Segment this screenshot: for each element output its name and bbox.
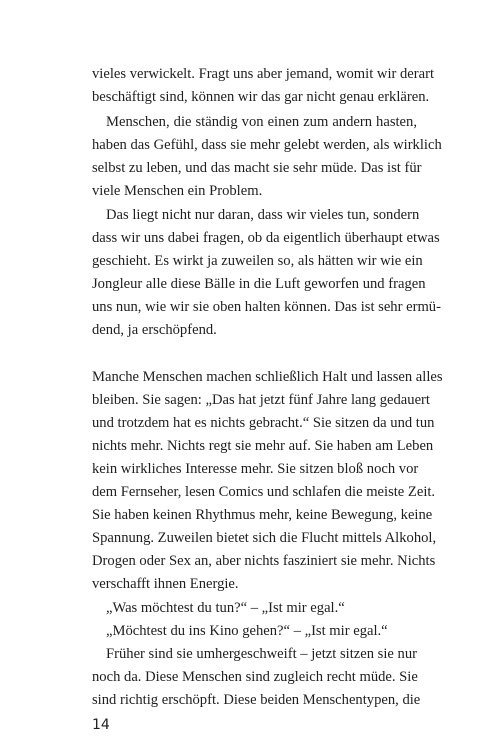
text-line: dem Fernseher, lesen Comics und schlafen die meiste Zeit. — [92, 484, 436, 500]
text-line: geschieht. Es wirkt ja zuweilen so, als hätten wir wie ein — [92, 253, 423, 269]
text-line: bleiben. Sie sagen: „Das hat jetzt fünf Jahre lang gedauert — [92, 392, 430, 408]
text-line: dass wir uns dabei fragen, ob da eigentlich überhaupt etwas — [92, 230, 440, 246]
text-line: Menschen, die ständig von einen zum andern hasten, — [106, 114, 417, 130]
text-line: beschäftigt sind, können wir das gar nicht genau erklären. — [92, 89, 430, 105]
text-line: Früher sind sie umhergeschweift – jetzt sitzen sie nur — [106, 646, 417, 662]
text-line: Jongleur alle diese Bälle in die Luft geworfen und fragen — [92, 276, 426, 292]
page-number: 14 — [92, 717, 110, 733]
text-line: haben das Gefühl, dass sie mehr gelebt werden, als wirklich — [92, 137, 442, 153]
text-line: sind richtig erschöpft. Diese beiden Menschentypen, die — [92, 692, 421, 708]
text-line: Manche Menschen machen schließlich Halt und lassen alles — [92, 369, 443, 385]
text-line: und trotzdem hat es nichts gebracht.“ Sie sitzen da und tun — [92, 415, 435, 431]
text-line: noch da. Diese Menschen sind zugleich recht müde. Sie — [92, 669, 418, 685]
text-line: dend, ja erschöpfend. — [92, 322, 217, 338]
text-line: viele Menschen ein Problem. — [92, 183, 263, 199]
text-line: kein wirkliches Interesse mehr. Sie sitzen bloß noch vor — [92, 461, 419, 477]
text-line: Spannung. Zuweilen bietet sich die Flucht mittels Alkohol, — [92, 530, 437, 546]
text-line: Sie haben keinen Rhythmus mehr, keine Bewegung, keine — [92, 507, 433, 523]
text-line: vieles verwickelt. Fragt uns aber jemand, womit wir derart — [92, 66, 435, 82]
text-line: Das liegt nicht nur daran, dass wir vieles tun, sondern — [106, 207, 420, 223]
text-line: nichts mehr. Nichts regt sie mehr auf. Sie haben am Leben — [92, 438, 434, 454]
text-line: Drogen oder Sex an, aber nichts fasziniert sie mehr. Nichts — [92, 553, 436, 569]
text-line: verschafft ihnen Energie. — [92, 576, 239, 592]
text-line: „Möchtest du ins Kino gehen?“ – „Ist mir egal.“ — [106, 623, 388, 639]
text-line: uns nun, wie wir sie oben halten können. Das ist sehr ermü- — [92, 299, 441, 315]
text-line: selbst zu leben, und das macht sie sehr müde. Das ist für — [92, 160, 422, 176]
text-line: „Was möchtest du tun?“ – „Ist mir egal.“ — [106, 600, 345, 616]
